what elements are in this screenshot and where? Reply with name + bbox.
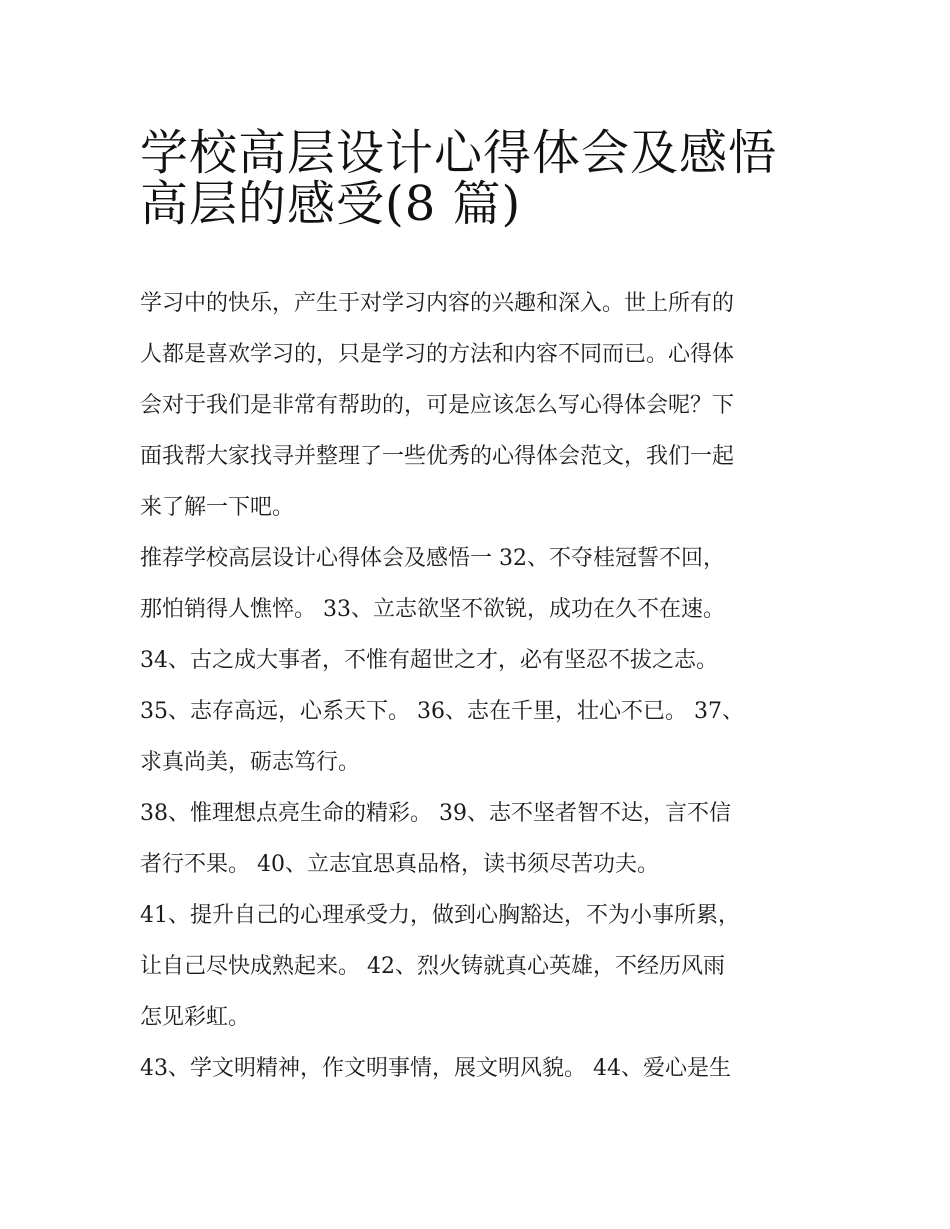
paragraph-quotes-43-44 (140, 1043, 820, 1094)
text-line: 那怕销得人憔悴。 33、立志欲坚不欲锐，成功在久不在速。 (140, 597, 725, 622)
paragraph-quotes-38-40 (140, 788, 820, 890)
text-line: 求真尚美，砺志笃行。 (140, 750, 361, 775)
title-line-1: 学校高层设计心得体会及感悟 (140, 125, 778, 181)
text-line: 者行不果。 40、立志宜思真品格，读书须尽苦功夫。 (140, 852, 659, 877)
document-body (140, 278, 820, 1094)
text-line: 38、惟理想点亮生命的精彩。 39、志不坚者智不达，言不信 (140, 801, 731, 826)
text-line: 会对于我们是非常有帮助的，可是应该怎么写心得体会呢？下 (140, 393, 735, 418)
title-line-2: 高层的感受(8 篇) (140, 176, 522, 232)
text-line: 来了解一下吧。 (140, 495, 295, 520)
paragraph-quotes-32-37 (140, 533, 820, 788)
text-line: 43、学文明精神，作文明事情，展文明风貌。 44、爱心是生 (140, 1056, 731, 1081)
text-line: 推荐学校高层设计心得体会及感悟一 32、不夺桂冠誓不回， (140, 546, 725, 571)
paragraph-quotes-41-42 (140, 890, 820, 1043)
text-line: 人都是喜欢学习的，只是学习的方法和内容不同而已。心得体 (140, 342, 735, 367)
text-line: 面我帮大家找寻并整理了一些优秀的心得体会范文，我们一起 (140, 444, 735, 469)
text-line: 34、古之成大事者，不惟有超世之才，必有坚忍不拔之志。 (140, 648, 718, 673)
document-title (140, 112, 830, 232)
text-line: 学习中的快乐，产生于对学习内容的兴趣和深入。世上所有的 (140, 291, 735, 316)
paragraph-intro (140, 278, 820, 533)
text-line: 35、志存高远，心系天下。 36、志在千里，壮心不已。 37、 (140, 699, 744, 724)
text-line: 怎见彩虹。 (140, 1005, 251, 1030)
text-line: 41、提升自己的心理承受力，做到心胸豁达，不为小事所累， (140, 903, 740, 928)
text-line: 让自己尽快成熟起来。 42、烈火铸就真心英雄，不经历风雨 (140, 954, 725, 979)
